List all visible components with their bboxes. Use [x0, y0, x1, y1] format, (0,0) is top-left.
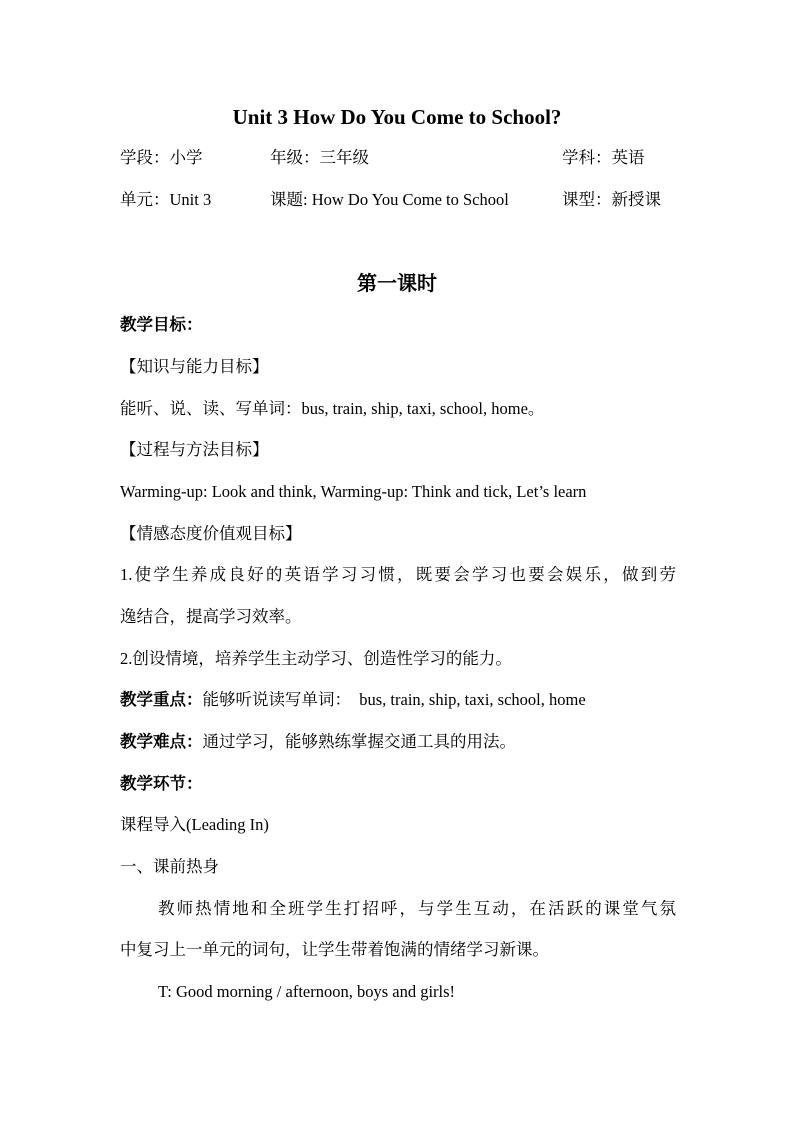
- knowledge-text: 能听、说、读、写单词：bus, train, ship, taxi, school, home。: [120, 399, 545, 418]
- process-text: Warming-up: Look and think, Warming-up: Think and tick, Let’s learn: [120, 482, 587, 501]
- document-title: Unit 3 How Do You Come to School?: [232, 105, 562, 129]
- difficulty-row: [120, 731, 516, 753]
- stage-field: 学段：小学: [120, 148, 203, 167]
- emotion-goal-1-line-1: 1.使学生养成良好的英语学习习惯，既要会学习也要会娱乐，做到劳: [120, 565, 676, 584]
- warmup-paragraph-line-2: 中复习上一单元的词句，让学生带着饱满的情绪学习新课。: [120, 940, 549, 959]
- emotion-heading: 【情感态度价值观目标】: [120, 524, 302, 543]
- lesson-type-field: 课型：新授课: [562, 190, 661, 209]
- process-heading: 【过程与方法目标】: [120, 440, 269, 459]
- key-point-label: 教学重点：: [120, 690, 203, 709]
- emotion-goal-1-line-2: 逸结合，提高学习效率。: [120, 607, 302, 626]
- topic-field: 课题: How Do You Come to School: [270, 190, 509, 209]
- emotion-goal-2: 2.创设情境，培养学生主动学习、创造性学习的能力。: [120, 649, 512, 668]
- warmup-heading: 一、课前热身: [120, 857, 219, 876]
- key-point-row: [120, 689, 586, 711]
- knowledge-heading: 【知识与能力目标】: [120, 357, 269, 376]
- difficulty-text: 通过学习，能够熟练掌握交通工具的用法。: [202, 732, 516, 751]
- leading-in: 课程导入(Leading In): [120, 815, 269, 834]
- objectives-heading: 教学目标：: [120, 315, 203, 334]
- key-point-text: 能够听说读写单词： bus, train, ship, taxi, school, home: [202, 690, 586, 709]
- difficulty-label: 教学难点：: [120, 732, 203, 751]
- steps-heading: 教学环节：: [120, 774, 203, 793]
- section-title: 第一课时: [357, 273, 437, 295]
- subject-field: 学科：英语: [562, 148, 645, 167]
- warmup-paragraph-line-1: 教师热情地和全班学生打招呼，与学生互动，在活跃的课堂气氛: [158, 899, 676, 918]
- grade-field: 年级：三年级: [270, 148, 369, 167]
- unit-field: 单元：Unit 3: [120, 190, 212, 209]
- dialogue-line-1: T: Good morning / afternoon, boys and girls!: [158, 982, 456, 1001]
